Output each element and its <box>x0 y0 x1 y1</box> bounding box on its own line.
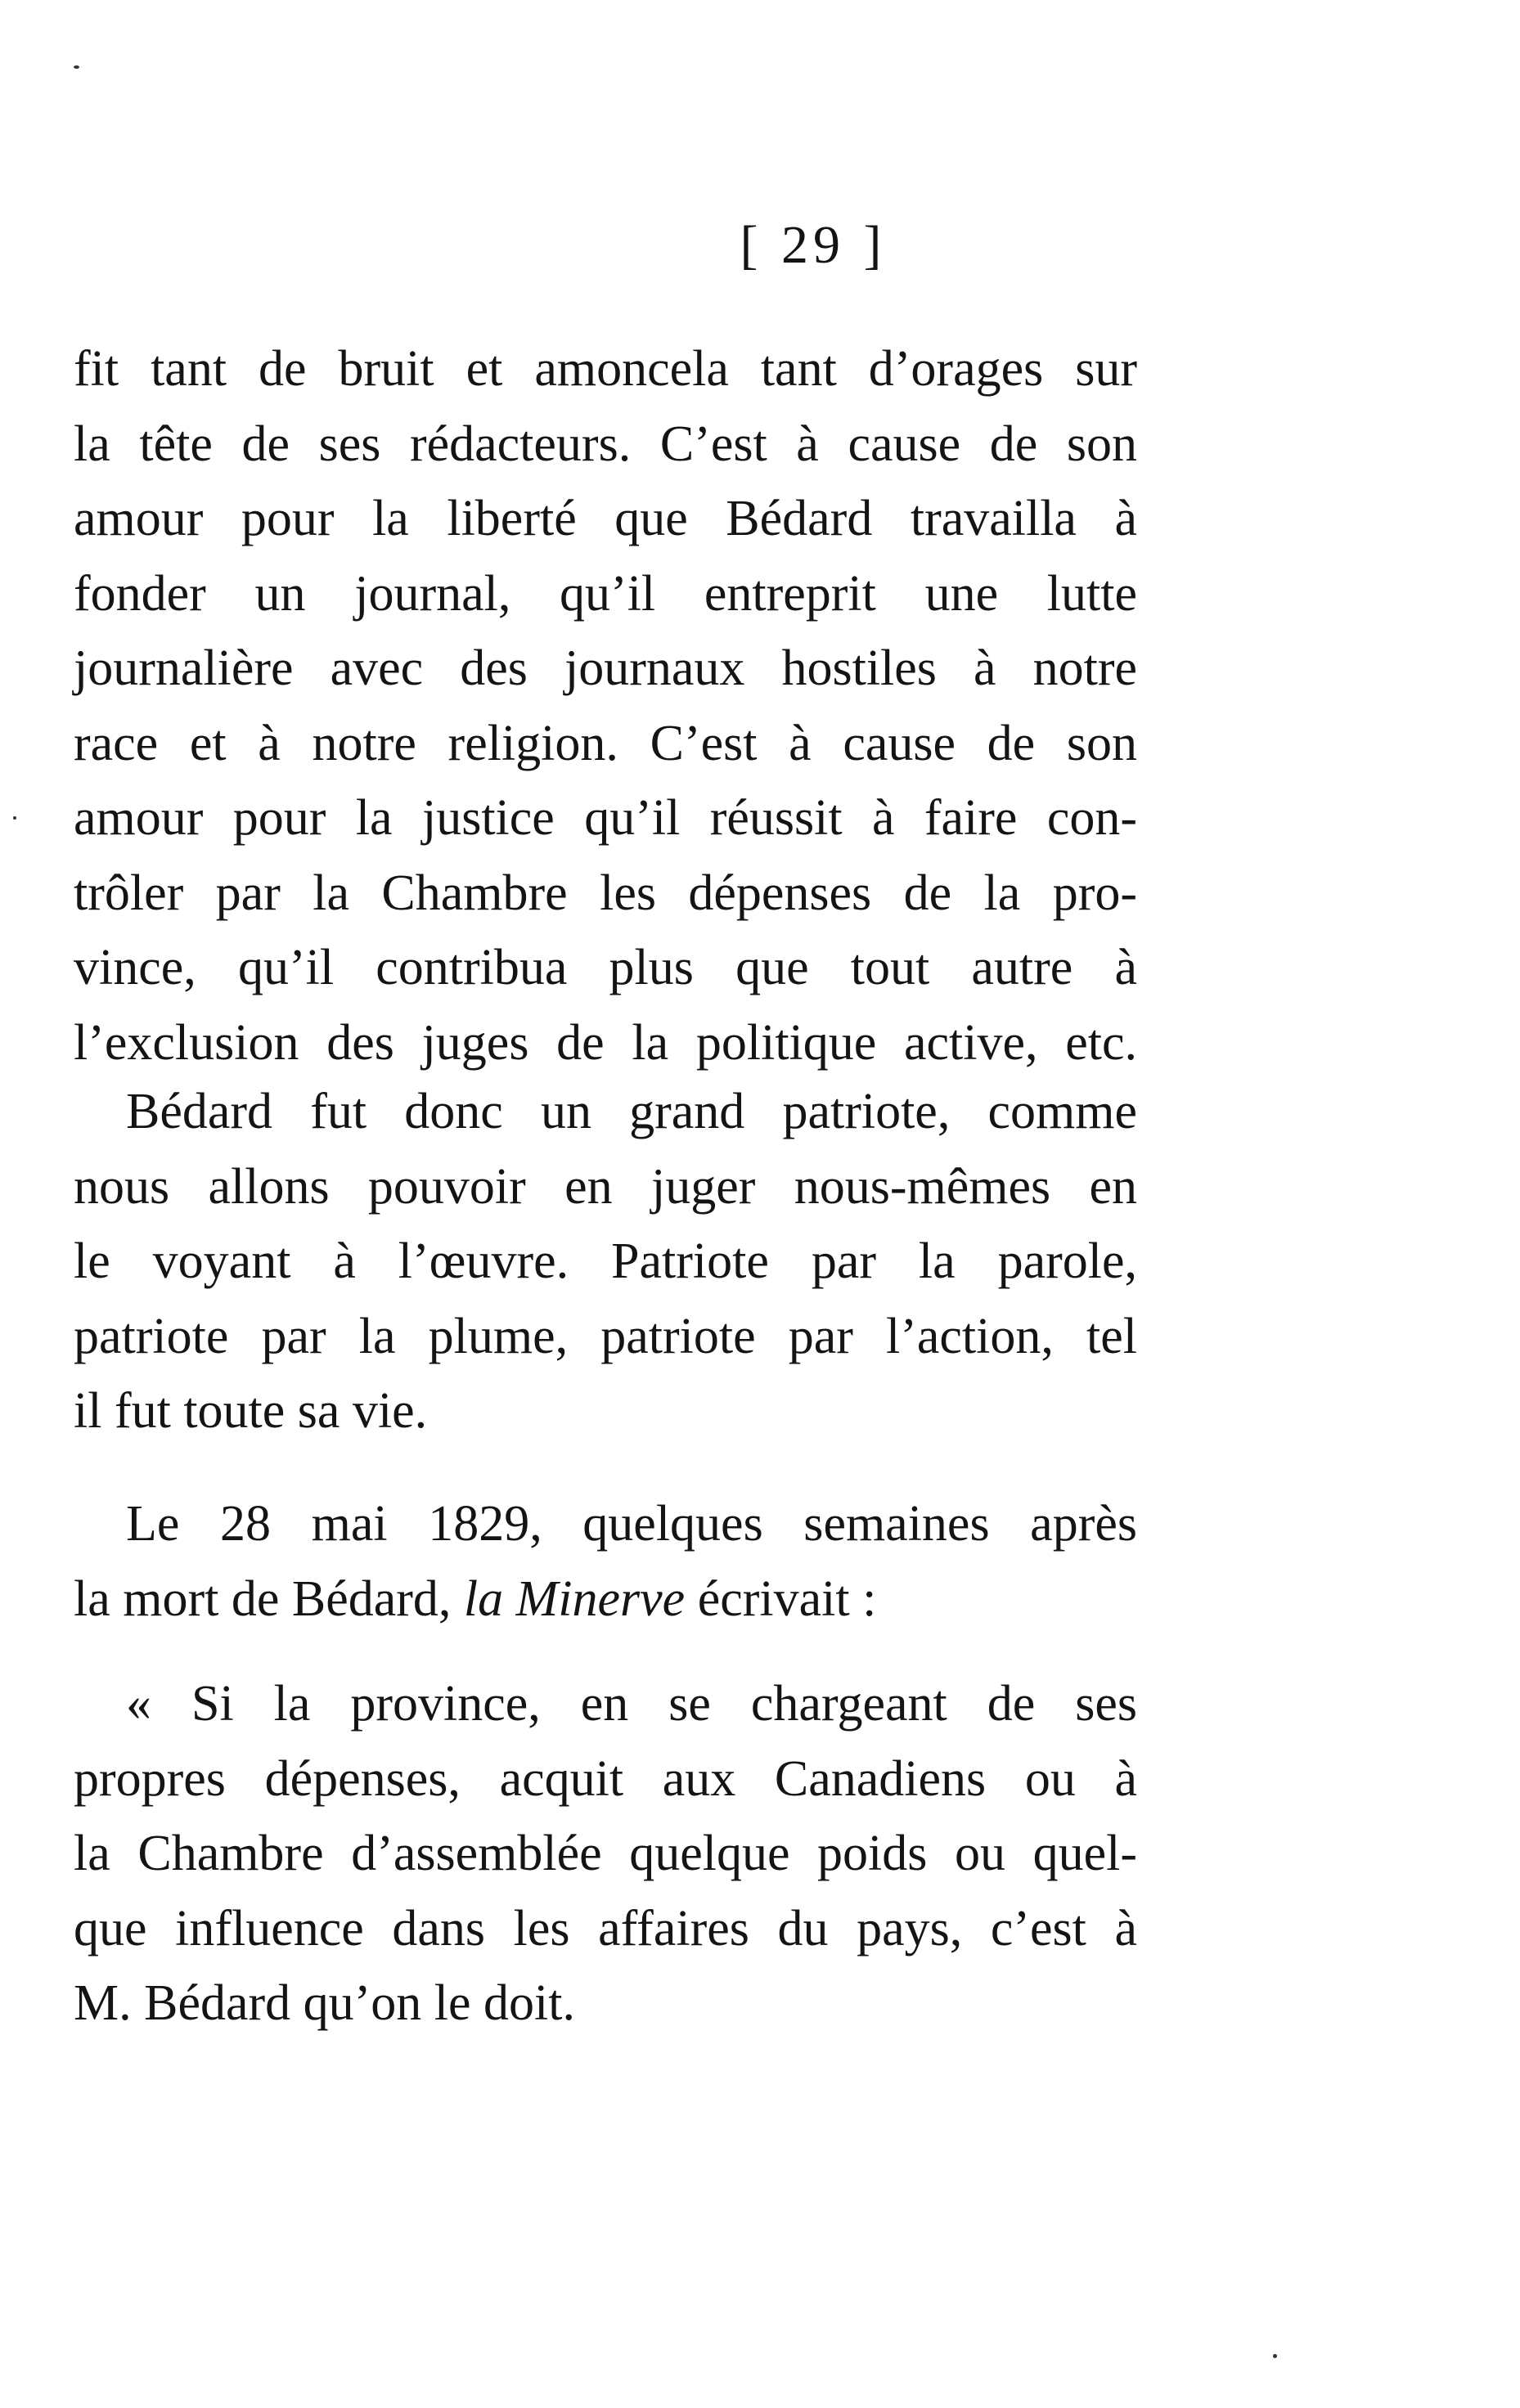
text-line: M. Bédard qu’on le doit. <box>74 1975 576 2031</box>
quotation <box>74 1667 1137 2042</box>
text-line: que influence dans les affaires du pays, c’est à <box>74 1900 1137 1956</box>
text-line: propres dépenses, acquit aux Canadiens ou à <box>74 1750 1137 1807</box>
text-fragment: la mort de Bédard, <box>74 1570 464 1627</box>
text-line: l’exclusion des juges de la politique active, etc. <box>74 1014 1137 1071</box>
text-line: amour pour la liberté que Bédard travailla à <box>74 491 1137 546</box>
journal-title: la Minerve <box>463 1570 686 1627</box>
text-line: nous allons pouvoir en juger nous-mêmes en <box>74 1158 1137 1215</box>
text-line: la Chambre d’assemblée quelque poids ou quel- <box>74 1826 1137 1881</box>
text-line: « Si la province, en se chargeant de ses <box>126 1676 1137 1732</box>
text-line: vince, qu’il contribua plus que tout autre à <box>74 940 1137 995</box>
text-fragment: écrivait : <box>685 1570 877 1627</box>
text-line: la tête de ses rédacteurs. C’est à cause de son <box>74 416 1137 472</box>
text-line: race et à notre religion. C’est à cause de son <box>74 715 1137 771</box>
ink-speck <box>74 65 79 69</box>
text-line: amour pour la justice qu’il réussit à faire con- <box>74 790 1137 846</box>
text-line: Bédard fut donc un grand patriote, comme <box>126 1084 1137 1139</box>
text-line: fit tant de bruit et amoncela tant d’orages sur <box>74 341 1137 397</box>
text-line: le voyant à l’œuvre. Patriote par la parole, <box>74 1233 1137 1289</box>
page-number: [ 29 ] <box>740 215 887 275</box>
text-line: patriote par la plume, patriote par l’action, tel <box>74 1308 1137 1364</box>
paragraph-2 <box>74 1075 1137 1449</box>
paragraph-3 <box>74 1487 1137 1637</box>
ink-speck <box>13 816 16 820</box>
ink-speck <box>1273 2354 1277 2358</box>
text-line <box>74 1562 1137 1638</box>
text-line: Le 28 mai 1829, quelques semaines après <box>126 1496 1137 1552</box>
text-line: il fut toute sa vie. <box>74 1383 428 1439</box>
paragraph-1 <box>74 332 1137 1080</box>
text-line: journalière avec des journaux hostiles à notre <box>74 640 1137 696</box>
text-line: trôler par la Chambre les dépenses de la pro- <box>74 865 1137 921</box>
text-line: fonder un journal, qu’il entreprit une lutte <box>74 565 1137 622</box>
